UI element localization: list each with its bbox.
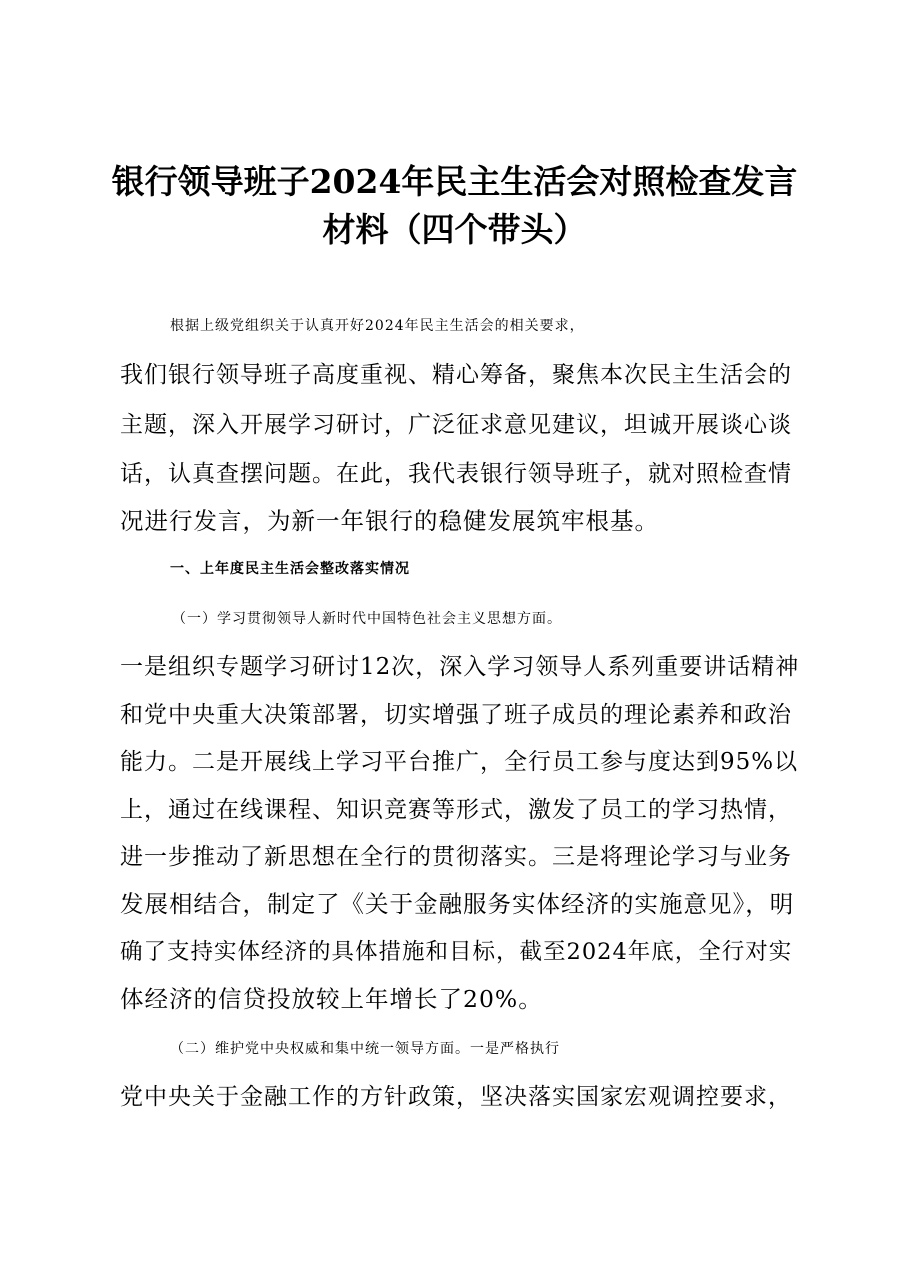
subsection-1-line-5: 上，通过在线课程、知识竞赛等形式，激发了员工的学习热情， bbox=[120, 797, 792, 823]
paragraph-intro-line-3: 主题，深入开展学习研讨，广泛征求意见建议，坦诚开展谈心谈 bbox=[120, 412, 792, 438]
subsection-1-line-3: 和党中央重大决策部署，切实增强了班子成员的理论素养和政治 bbox=[120, 702, 792, 728]
paragraph-intro-line-1: 根据上级党组织关于认真开好2024年民主生活会的相关要求， bbox=[170, 318, 585, 334]
paragraph-intro-line-2: 我们银行领导班子高度重视、精心筹备，聚焦本次民主生活会的 bbox=[120, 362, 792, 388]
subsection-1-line-8: 确了支持实体经济的具体措施和目标，截至2024年底，全行对实 bbox=[120, 939, 793, 965]
paragraph-intro-line-4: 话，认真查摆问题。在此，我代表银行领导班子，就对照检查情 bbox=[120, 461, 792, 487]
section-heading-1: 一、上年度民主生活会整改落实情况 bbox=[170, 561, 410, 577]
subsection-1-line-9: 体经济的信贷投放较上年增长了20%。 bbox=[120, 985, 543, 1013]
subsection-2-line-2: 党中央关于金融工作的方针政策，坚决落实国家宏观调控要求， bbox=[120, 1084, 792, 1110]
subsection-1-line-7: 发展相结合，制定了《关于金融服务实体经济的实施意见》，明 bbox=[120, 890, 795, 918]
subsection-1-line-6: 进一步推动了新思想在全行的贯彻落实。三是将理论学习与业务 bbox=[120, 844, 792, 870]
document-title-line-2: 材料（四个带头） bbox=[322, 210, 587, 249]
subsection-1-line-2: 一是组织专题学习研讨12次，深入学习领导人系列重要讲话精神 bbox=[120, 654, 800, 680]
subsection-2-line-1: （二）维护党中央权威和集中统一领导方面。一是严格执行 bbox=[170, 1041, 560, 1057]
document-title-line-1: 银行领导班子2024年民主生活会对照检查发言 bbox=[111, 162, 798, 201]
subsection-1-line-4: 能力。二是开展线上学习平台推广，全行员工参与度达到95%以 bbox=[120, 749, 799, 775]
paragraph-intro-line-5: 况进行发言，为新一年银行的稳健发展筑牢根基。 bbox=[120, 507, 659, 535]
subsection-1-line-1: （一）学习贯彻领导人新时代中国特色社会主义思想方面。 bbox=[172, 611, 562, 627]
